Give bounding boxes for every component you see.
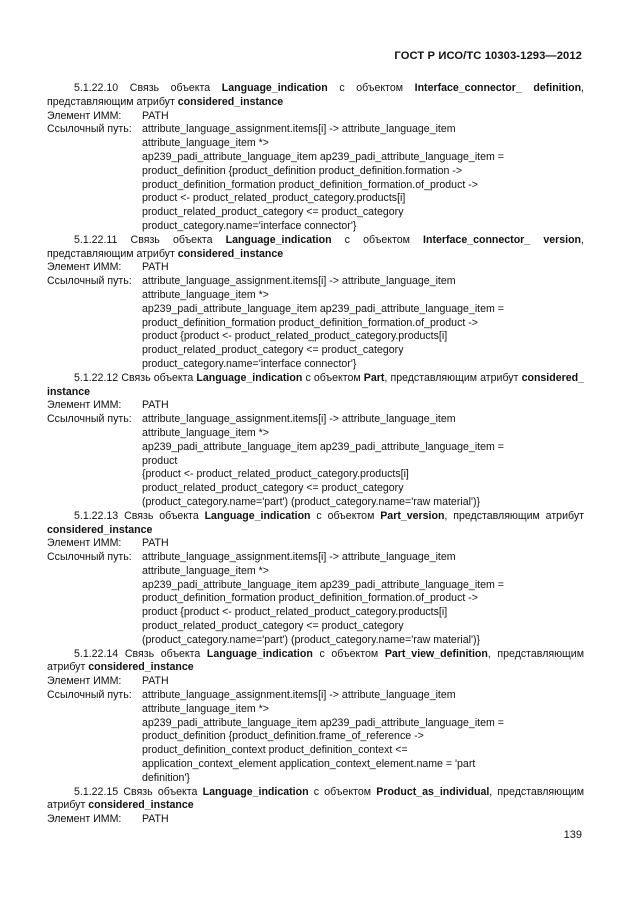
aim-value: PATH: [142, 813, 169, 826]
aim-label: Элемент ИММ:: [47, 813, 122, 826]
reference-path-line: attribute_language_assignment.items[i] -> attribute_language_item: [142, 413, 456, 426]
aim-value: PATH: [142, 109, 169, 122]
attribute-name: considered_instance: [177, 247, 284, 260]
section-block: [47, 510, 584, 648]
object-name: Language_indication: [206, 647, 313, 660]
heading-text: , представляющим атрибут: [47, 233, 584, 260]
reference-path-line: application_context_element application_context_element.name = 'part: [142, 758, 476, 771]
heading-text: Связь объекта: [121, 371, 197, 384]
heading-text: Связь объекта: [129, 82, 222, 94]
aim-value: PATH: [142, 675, 169, 688]
section-number: 5.1.22.10: [74, 82, 119, 94]
section-heading: [47, 786, 584, 814]
reference-path-row: [47, 275, 584, 289]
reference-path-line: product_related_product_category <= product_category: [142, 344, 404, 357]
reference-path-line: product_definition_formation product_definition_formation.of_product ->: [142, 178, 478, 191]
target-object-name: Interface_connector_ version: [423, 233, 582, 246]
reference-path-line: {product <- product_related_product_category.products[i]: [142, 468, 409, 481]
reference-path-line: product_definition {product_definition.frame_of_reference ->: [142, 730, 424, 743]
heading-text: Связь объекта: [123, 785, 203, 798]
reference-path-row: [47, 689, 584, 703]
reference-path-line: product <- product_related_product_category.products[i]: [142, 192, 406, 205]
reference-path-line: product {product <- product_related_product_category.products[i]: [142, 330, 448, 343]
heading-text: с объектом: [308, 785, 377, 798]
section-number: 5.1.22.14: [74, 647, 119, 660]
reference-path-row: [47, 551, 584, 565]
reference-path-line: ap239_padi_attribute_language_item ap239_padi_attribute_language_item =: [142, 302, 504, 315]
object-name: Language_indication: [221, 82, 328, 94]
reference-path-line: attribute_language_assignment.items[i] -> attribute_language_item: [142, 123, 456, 136]
attribute-name: considered_ instance: [47, 371, 584, 398]
reference-path-line: definition'}: [142, 771, 190, 784]
aim-label: Элемент ИММ:: [47, 537, 122, 550]
reference-path-label: Ссылочный путь:: [47, 689, 132, 702]
reference-path-line: product_category.name='interface connector'}: [142, 219, 357, 232]
section-block: [47, 648, 584, 786]
page-body: [47, 82, 584, 827]
aim-label: Элемент ИММ:: [47, 109, 122, 122]
target-object-name: Part_version: [380, 509, 445, 522]
heading-text: с объектом: [302, 371, 364, 384]
aim-label: Элемент ИММ:: [47, 261, 122, 274]
page-number: 139: [563, 829, 582, 841]
reference-path-line: (product_category.name='part') (product_category.name='raw material')}: [142, 633, 481, 646]
reference-path-line: ap239_padi_attribute_language_item ap239_padi_attribute_language_item =: [142, 150, 504, 163]
section-heading: [47, 648, 584, 676]
reference-path-line: product_related_product_category <= product_category: [142, 620, 404, 633]
reference-path-line: attribute_language_item *>: [142, 288, 269, 301]
reference-path-line: ap239_padi_attribute_language_item ap239_padi_attribute_language_item =: [142, 578, 504, 591]
reference-path-line: attribute_language_assignment.items[i] -> attribute_language_item: [142, 551, 456, 564]
aim-label: Элемент ИММ:: [47, 675, 122, 688]
reference-path-line: product_related_product_category <= product_category: [142, 206, 404, 219]
object-name: Language_indication: [225, 233, 332, 246]
target-object-name: Part_view_definition: [384, 647, 488, 660]
attribute-name: considered_instance: [88, 661, 194, 674]
aim-element-row: [47, 537, 584, 551]
target-object-name: Product_as_individual: [376, 785, 490, 798]
heading-text: , представляющим атрибут: [444, 509, 584, 522]
reference-path-line: ap239_padi_attribute_language_item ap239_padi_attribute_language_item =: [142, 716, 504, 729]
section-heading: [47, 82, 584, 110]
aim-label: Элемент ИММ:: [47, 399, 122, 412]
section-block: [47, 82, 584, 234]
heading-text: , представляющим атрибут: [47, 82, 584, 108]
reference-path-line: attribute_language_assignment.items[i] -> attribute_language_item: [142, 689, 456, 702]
reference-path-line: product_definition_formation product_definition_formation.of_product ->: [142, 316, 478, 329]
section-heading: [47, 234, 584, 262]
aim-element-row: [47, 110, 584, 124]
attribute-name: considered_instance: [177, 95, 284, 108]
reference-path-line: attribute_language_item *>: [142, 564, 269, 577]
section-heading: [47, 510, 584, 538]
heading-text: Связь объекта: [130, 233, 226, 246]
target-object-name: Part: [363, 371, 385, 384]
section-heading: [47, 372, 584, 400]
reference-path-line: product_definition {product_definition product_definition.formation ->: [142, 164, 463, 177]
reference-path-line: product_definition_context product_definition_context <=: [142, 744, 408, 757]
reference-path-label: Ссылочный путь:: [47, 275, 132, 288]
section-number: 5.1.22.11: [74, 233, 118, 246]
aim-value: PATH: [142, 537, 169, 550]
attribute-name: considered_instance: [47, 523, 153, 536]
reference-path-line: attribute_language_item *>: [142, 702, 269, 715]
aim-element-row: [47, 399, 584, 413]
page-header: ГОСТ Р ИСО/ТС 10303-1293—2012: [394, 50, 582, 62]
heading-text: с объектом: [327, 82, 415, 94]
aim-element-row: [47, 813, 584, 827]
reference-path-label: Ссылочный путь:: [47, 413, 132, 426]
section-list: [47, 82, 584, 827]
section-number: 5.1.22.13: [74, 509, 119, 522]
reference-path-line: product: [142, 454, 178, 467]
heading-text: с объектом: [312, 647, 385, 660]
reference-path-row: [47, 413, 584, 427]
heading-text: Связь объекта: [124, 509, 205, 522]
reference-path-line: (product_category.name='part') (product_category.name='raw material')}: [142, 495, 481, 508]
heading-text: , представляющим атрибут: [47, 785, 584, 812]
object-name: Language_indication: [202, 785, 309, 798]
reference-path-row: [47, 123, 584, 137]
reference-path-line: ap239_padi_attribute_language_item ap239_padi_attribute_language_item =: [142, 440, 504, 453]
section-number: 5.1.22.15: [74, 785, 119, 798]
aim-value: PATH: [142, 399, 169, 412]
aim-element-row: [47, 675, 584, 689]
heading-text: Связь объекта: [124, 647, 207, 660]
attribute-name: considered_instance: [88, 799, 194, 812]
object-name: Language_indication: [204, 509, 311, 522]
section-number: 5.1.22.12: [74, 371, 119, 384]
reference-path-line: attribute_language_assignment.items[i] -> attribute_language_item: [142, 275, 456, 288]
heading-text: с объектом: [310, 509, 381, 522]
reference-path-line: product_definition_formation product_definition_formation.of_product ->: [142, 592, 478, 605]
heading-text: , представляющим атрибут: [47, 647, 584, 674]
aim-element-row: [47, 261, 584, 275]
reference-path-label: Ссылочный путь:: [47, 123, 132, 136]
target-object-name: Interface_connector_ definition: [414, 82, 582, 94]
reference-path-line: product_related_product_category <= product_category: [142, 482, 404, 495]
heading-text: , представляющим атрибут: [384, 371, 522, 384]
section-block: [47, 234, 584, 372]
object-name: Language_indication: [196, 371, 303, 384]
reference-path-line: product_category.name='interface connector'}: [142, 357, 357, 370]
reference-path-line: attribute_language_item *>: [142, 137, 269, 150]
section-block: [47, 786, 584, 827]
reference-path-line: product {product <- product_related_product_category.products[i]: [142, 606, 448, 619]
section-block: [47, 372, 584, 510]
aim-value: PATH: [142, 261, 169, 274]
reference-path-line: attribute_language_item *>: [142, 426, 269, 439]
reference-path-label: Ссылочный путь:: [47, 551, 132, 564]
heading-text: с объектом: [331, 233, 424, 246]
